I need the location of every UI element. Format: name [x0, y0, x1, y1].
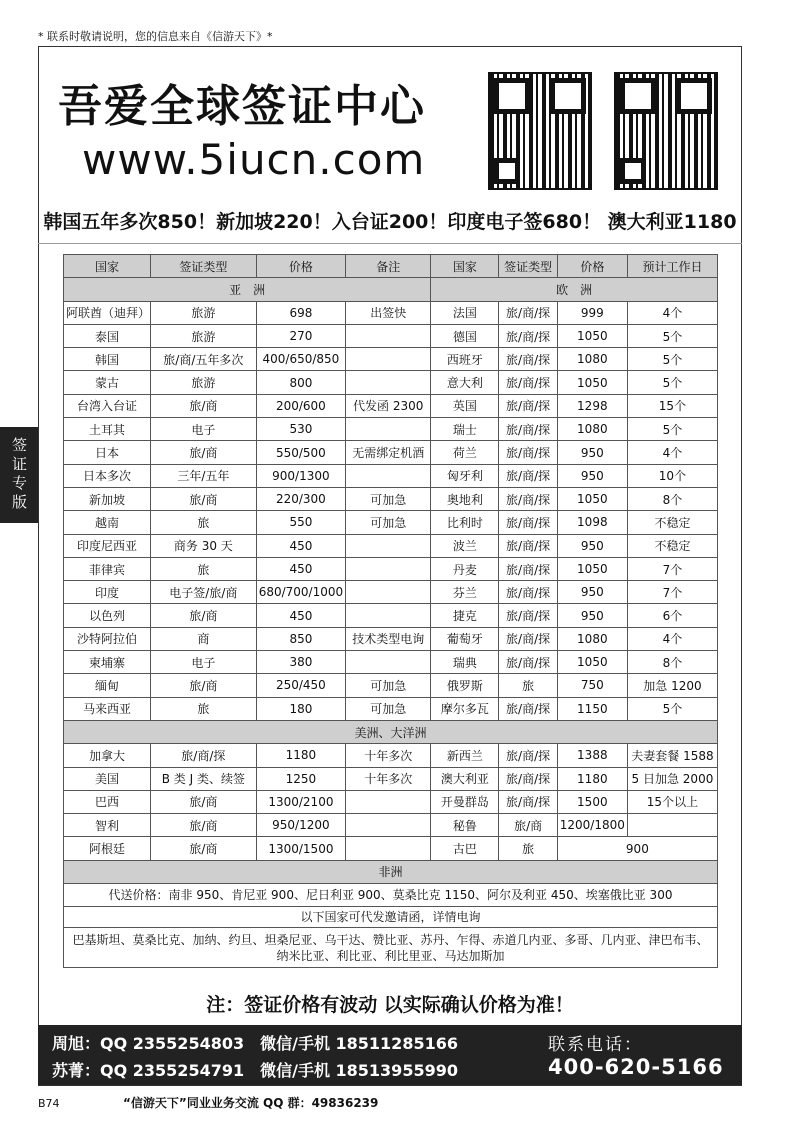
- table-cell: 旅/商/探: [499, 557, 557, 580]
- table-cell: 1050: [557, 371, 627, 394]
- table-cell: 无需绑定机酒: [346, 441, 431, 464]
- table-cell: 1080: [557, 627, 627, 650]
- table-cell: 15个以上: [627, 790, 717, 813]
- table-cell: 1300/2100: [256, 790, 345, 813]
- table-row: [64, 348, 718, 371]
- table-cell: 荷兰: [431, 441, 499, 464]
- table-row: [64, 884, 718, 907]
- table-cell: 380: [256, 651, 345, 674]
- table-cell: 5个: [627, 371, 717, 394]
- header-cell: 签证类型: [499, 255, 557, 278]
- table-cell: 999: [557, 301, 627, 324]
- table-cell: 900: [557, 837, 717, 860]
- table-cell: 夫妻套餐 1588: [627, 744, 717, 767]
- table-cell: 阿根廷: [64, 837, 151, 860]
- table-cell: 英国: [431, 394, 499, 417]
- table-cell: 1388: [557, 744, 627, 767]
- table-cell: 旅/商/探: [499, 627, 557, 650]
- table-cell: 蒙古: [64, 371, 151, 394]
- table-cell: 1098: [557, 511, 627, 534]
- table-cell: 旅/商/探: [499, 534, 557, 557]
- header-cell: 备注: [346, 255, 431, 278]
- table-cell: 800: [256, 371, 345, 394]
- wechat-qr-code-icon: [614, 72, 718, 190]
- header-cell: 国家: [64, 255, 151, 278]
- table-cell: 旅/商: [151, 394, 257, 417]
- table-cell: 台湾入台证: [64, 394, 151, 417]
- table-cell: 西班牙: [431, 348, 499, 371]
- brand-title: 吾爱全球签证中心: [58, 81, 426, 132]
- table-row: [64, 324, 718, 347]
- table-cell: 7个: [627, 581, 717, 604]
- table-row: [64, 814, 718, 837]
- table-cell: 旅/商/探: [499, 464, 557, 487]
- table-cell: 1150: [557, 697, 627, 720]
- table-row: [64, 907, 718, 928]
- table-cell: 不稳定: [627, 511, 717, 534]
- top-note: * 联系时敬请说明，您的信息来自《信游天下》*: [38, 30, 273, 43]
- table-row: [64, 511, 718, 534]
- weibo-qr-code-icon: [488, 72, 592, 190]
- table-row: [64, 534, 718, 557]
- table-cell: 750: [557, 674, 627, 697]
- side-tab-label: 签证专版: [10, 437, 28, 513]
- table-cell: 马来西亚: [64, 697, 151, 720]
- header-cell: 价格: [557, 255, 627, 278]
- table-cell: 1250: [256, 767, 345, 790]
- table-cell: 旅/商: [151, 790, 257, 813]
- table-cell: 旅/商: [151, 837, 257, 860]
- table-cell: 奥地利: [431, 487, 499, 510]
- table-row: [64, 767, 718, 790]
- table-cell: 950: [557, 604, 627, 627]
- table-cell: 旅/商/探: [499, 511, 557, 534]
- table-cell: 旅/商: [151, 604, 257, 627]
- table-row: [64, 418, 718, 441]
- table-cell: 6个: [627, 604, 717, 627]
- table-cell: 十年多次: [346, 744, 431, 767]
- table-cell: 7个: [627, 557, 717, 580]
- table-cell: 菲律宾: [64, 557, 151, 580]
- table-cell: 1200/1800: [557, 814, 627, 837]
- table-cell: 旅/商/探: [499, 744, 557, 767]
- table-cell: 5个: [627, 348, 717, 371]
- table-cell: 旅/商/探: [499, 418, 557, 441]
- table-cell: 瑞典: [431, 651, 499, 674]
- table-cell: 550: [256, 511, 345, 534]
- table-cell: 秘鲁: [431, 814, 499, 837]
- table-cell: 旅/商: [499, 814, 557, 837]
- table-header-row: [64, 255, 718, 278]
- table-cell: 以下国家可代发邀请函，详情电询: [64, 907, 718, 928]
- header-cell: 预计工作日: [627, 255, 717, 278]
- section-europe: 欧 洲: [431, 278, 718, 301]
- table-cell: 越南: [64, 511, 151, 534]
- table-cell: 匈牙利: [431, 464, 499, 487]
- table-cell: 摩尔多瓦: [431, 697, 499, 720]
- table-cell: 1080: [557, 348, 627, 371]
- table-cell: 950: [557, 581, 627, 604]
- table-cell: 旅/商/探: [499, 790, 557, 813]
- section-title: 美洲、大洋洲: [64, 720, 718, 743]
- table-cell: 1080: [557, 418, 627, 441]
- table-cell: 250/450: [256, 674, 345, 697]
- table-row: [64, 581, 718, 604]
- section-title: 非洲: [64, 860, 718, 883]
- table-cell: 代送价格：南非 950、肯尼亚 900、尼日利亚 900、莫桑比克 1150、阿尔及利亚 450、埃塞俄比亚 300: [64, 884, 718, 907]
- table-cell: [346, 534, 431, 557]
- table-cell: 1500: [557, 790, 627, 813]
- table-cell: 900/1300: [256, 464, 345, 487]
- table-row: [64, 674, 718, 697]
- table-cell: 古巴: [431, 837, 499, 860]
- table-cell: 950: [557, 534, 627, 557]
- table-cell: 1050: [557, 557, 627, 580]
- table-cell: 日本多次: [64, 464, 151, 487]
- table-cell: 十年多次: [346, 767, 431, 790]
- table-cell: 1050: [557, 487, 627, 510]
- brand-url[interactable]: www.5iucn.com: [82, 135, 426, 184]
- table-row: [64, 394, 718, 417]
- table-cell: 旅/商/探: [499, 581, 557, 604]
- table-cell: 530: [256, 418, 345, 441]
- table-cell: 旅/商/探: [499, 767, 557, 790]
- table-cell: 旅游: [151, 301, 257, 324]
- table-cell: [346, 464, 431, 487]
- table-cell: [346, 651, 431, 674]
- header-cell: 签证类型: [151, 255, 257, 278]
- table-row: [64, 301, 718, 324]
- table-row: [64, 557, 718, 580]
- contact-line-1: 周旭：QQ 2355254803 微信/手机 18511285166: [52, 1034, 458, 1053]
- table-cell: 旅/商/探: [499, 324, 557, 347]
- table-cell: 旅/商/探: [499, 371, 557, 394]
- table-cell: 1050: [557, 651, 627, 674]
- table-cell: 4个: [627, 627, 717, 650]
- table-cell: 8个: [627, 487, 717, 510]
- table-row: [64, 697, 718, 720]
- table-cell: 旅/商/探: [499, 697, 557, 720]
- table-cell: 代发函 2300: [346, 394, 431, 417]
- table-row: [64, 464, 718, 487]
- table-row: [64, 371, 718, 394]
- table-cell: 8个: [627, 651, 717, 674]
- table-cell: 意大利: [431, 371, 499, 394]
- table-cell: 450: [256, 534, 345, 557]
- section-asia: 亚 洲: [64, 278, 431, 301]
- contact-line-2: 苏菁：QQ 2355254791 微信/手机 18513955990: [52, 1061, 458, 1080]
- table-row: [64, 744, 718, 767]
- table-cell: 180: [256, 697, 345, 720]
- table-cell: [346, 581, 431, 604]
- table-cell: 商务 30 天: [151, 534, 257, 557]
- table-cell: 1180: [256, 744, 345, 767]
- table-cell: 950/1200: [256, 814, 345, 837]
- table-cell: 法国: [431, 301, 499, 324]
- table-cell: 旅/商/探: [499, 394, 557, 417]
- table-cell: 5 日加急 2000: [627, 767, 717, 790]
- table-cell: 芬兰: [431, 581, 499, 604]
- table-row: [64, 651, 718, 674]
- table-cell: 不稳定: [627, 534, 717, 557]
- table-cell: 可加急: [346, 674, 431, 697]
- table-cell: 德国: [431, 324, 499, 347]
- table-cell: 韩国: [64, 348, 151, 371]
- table-cell: 可加急: [346, 487, 431, 510]
- table-row: [64, 604, 718, 627]
- table-cell: 印度尼西亚: [64, 534, 151, 557]
- table-cell: 950: [557, 441, 627, 464]
- table-cell: 旅/商/探: [499, 348, 557, 371]
- table-cell: [346, 324, 431, 347]
- table-cell: 电子: [151, 418, 257, 441]
- divider: [38, 243, 742, 244]
- footer-text: “信游天下”同业业务交流 QQ 群：49836239: [123, 1096, 379, 1110]
- table-cell: [346, 348, 431, 371]
- table-cell: 新西兰: [431, 744, 499, 767]
- table-cell: 旅/商: [151, 814, 257, 837]
- phone-number[interactable]: 400-620-5166: [548, 1055, 724, 1079]
- price-disclaimer: 注：签证价格有波动 以实际确认价格为准！: [206, 994, 574, 1016]
- table-cell: 葡萄牙: [431, 627, 499, 650]
- table-cell: 1300/1500: [256, 837, 345, 860]
- table-cell: 950: [557, 464, 627, 487]
- table-cell: 220/300: [256, 487, 345, 510]
- visa-price-table: [63, 254, 718, 968]
- table-cell: 旅: [499, 674, 557, 697]
- table-cell: 400/650/850: [256, 348, 345, 371]
- table-cell: 俄罗斯: [431, 674, 499, 697]
- promo-banner: 韩国五年多次850！新加坡220！入台证200！印度电子签680！ 澳大利亚1180: [43, 211, 737, 233]
- table-cell: 比利时: [431, 511, 499, 534]
- table-cell: [346, 790, 431, 813]
- table-cell: 旅游: [151, 371, 257, 394]
- table-cell: 旅/商/探: [499, 441, 557, 464]
- table-cell: 瑞士: [431, 418, 499, 441]
- table-cell: 15个: [627, 394, 717, 417]
- table-cell: 丹麦: [431, 557, 499, 580]
- table-cell: 698: [256, 301, 345, 324]
- table-row: [64, 441, 718, 464]
- table-cell: 以色列: [64, 604, 151, 627]
- table-cell: 4个: [627, 301, 717, 324]
- table-cell: 旅: [499, 837, 557, 860]
- table-cell: 旅/商/探: [499, 301, 557, 324]
- page-number: B74: [38, 1097, 60, 1110]
- table-cell: 1180: [557, 767, 627, 790]
- table-cell: 缅甸: [64, 674, 151, 697]
- table-row: [64, 928, 718, 968]
- table-cell: 旅: [151, 557, 257, 580]
- table-cell: [346, 837, 431, 860]
- table-cell: 200/600: [256, 394, 345, 417]
- footer: [38, 1094, 378, 1111]
- table-cell: 柬埔寨: [64, 651, 151, 674]
- table-cell: 850: [256, 627, 345, 650]
- table-cell: 680/700/1000: [256, 581, 345, 604]
- section-row: [64, 860, 718, 883]
- table-cell: 270: [256, 324, 345, 347]
- table-cell: 捷克: [431, 604, 499, 627]
- table-cell: 巴西: [64, 790, 151, 813]
- side-tab: [0, 427, 38, 523]
- table-cell: 旅/商/五年多次: [151, 348, 257, 371]
- table-cell: 10个: [627, 464, 717, 487]
- table-cell: 技术类型电询: [346, 627, 431, 650]
- header-cell: 价格: [256, 255, 345, 278]
- table-cell: 电子: [151, 651, 257, 674]
- table-row: [64, 837, 718, 860]
- table-row: [64, 627, 718, 650]
- table-cell: [627, 814, 717, 837]
- table-cell: 550/500: [256, 441, 345, 464]
- table-cell: 印度: [64, 581, 151, 604]
- table-cell: 智利: [64, 814, 151, 837]
- table-cell: 三年/五年: [151, 464, 257, 487]
- table-cell: 沙特阿拉伯: [64, 627, 151, 650]
- table-cell: 商: [151, 627, 257, 650]
- table-cell: 加急 1200: [627, 674, 717, 697]
- table-cell: 旅/商/探: [499, 651, 557, 674]
- table-cell: [346, 371, 431, 394]
- table-cell: 加拿大: [64, 744, 151, 767]
- table-cell: 土耳其: [64, 418, 151, 441]
- table-cell: 旅游: [151, 324, 257, 347]
- table-cell: 出签快: [346, 301, 431, 324]
- table-cell: 阿联酋（迪拜）: [64, 301, 151, 324]
- table-cell: 旅/商/探: [151, 744, 257, 767]
- table-cell: B 类 J 类、续签: [151, 767, 257, 790]
- header-cell: 国家: [431, 255, 499, 278]
- table-cell: 旅: [151, 511, 257, 534]
- table-cell: 旅/商/探: [499, 487, 557, 510]
- table-cell: 开曼群岛: [431, 790, 499, 813]
- table-cell: 5个: [627, 418, 717, 441]
- table-cell: 旅: [151, 697, 257, 720]
- table-cell: 澳大利亚: [431, 767, 499, 790]
- section-row: [64, 278, 718, 301]
- phone-label: 联系电话：: [548, 1035, 643, 1055]
- table-cell: 日本: [64, 441, 151, 464]
- table-cell: 可加急: [346, 511, 431, 534]
- table-cell: 旅/商/探: [499, 604, 557, 627]
- table-cell: 旅/商: [151, 674, 257, 697]
- table-cell: 4个: [627, 441, 717, 464]
- table-row: [64, 790, 718, 813]
- table-cell: 1298: [557, 394, 627, 417]
- table-cell: [346, 418, 431, 441]
- table-cell: 旅/商: [151, 441, 257, 464]
- table-cell: 旅/商: [151, 487, 257, 510]
- table-cell: [346, 814, 431, 837]
- table-cell: 450: [256, 604, 345, 627]
- table-cell: 5个: [627, 697, 717, 720]
- table-cell: 450: [256, 557, 345, 580]
- table-cell: 5个: [627, 324, 717, 347]
- table-cell: 1050: [557, 324, 627, 347]
- table-cell: 巴基斯坦、莫桑比克、加纳、约旦、坦桑尼亚、乌干达、赞比亚、苏丹、乍得、赤道几内亚、多哥、几内亚、津巴布韦、纳米比亚、利比亚、利比里亚、马达加斯加: [64, 928, 718, 968]
- contact-bar: [38, 1025, 742, 1085]
- table-cell: 波兰: [431, 534, 499, 557]
- table-cell: [346, 604, 431, 627]
- table-cell: 新加坡: [64, 487, 151, 510]
- table-row: [64, 487, 718, 510]
- table-cell: [346, 557, 431, 580]
- table-cell: 泰国: [64, 324, 151, 347]
- section-row: [64, 720, 718, 743]
- table-cell: 可加急: [346, 697, 431, 720]
- table-cell: 电子签/旅/商: [151, 581, 257, 604]
- table-cell: 美国: [64, 767, 151, 790]
